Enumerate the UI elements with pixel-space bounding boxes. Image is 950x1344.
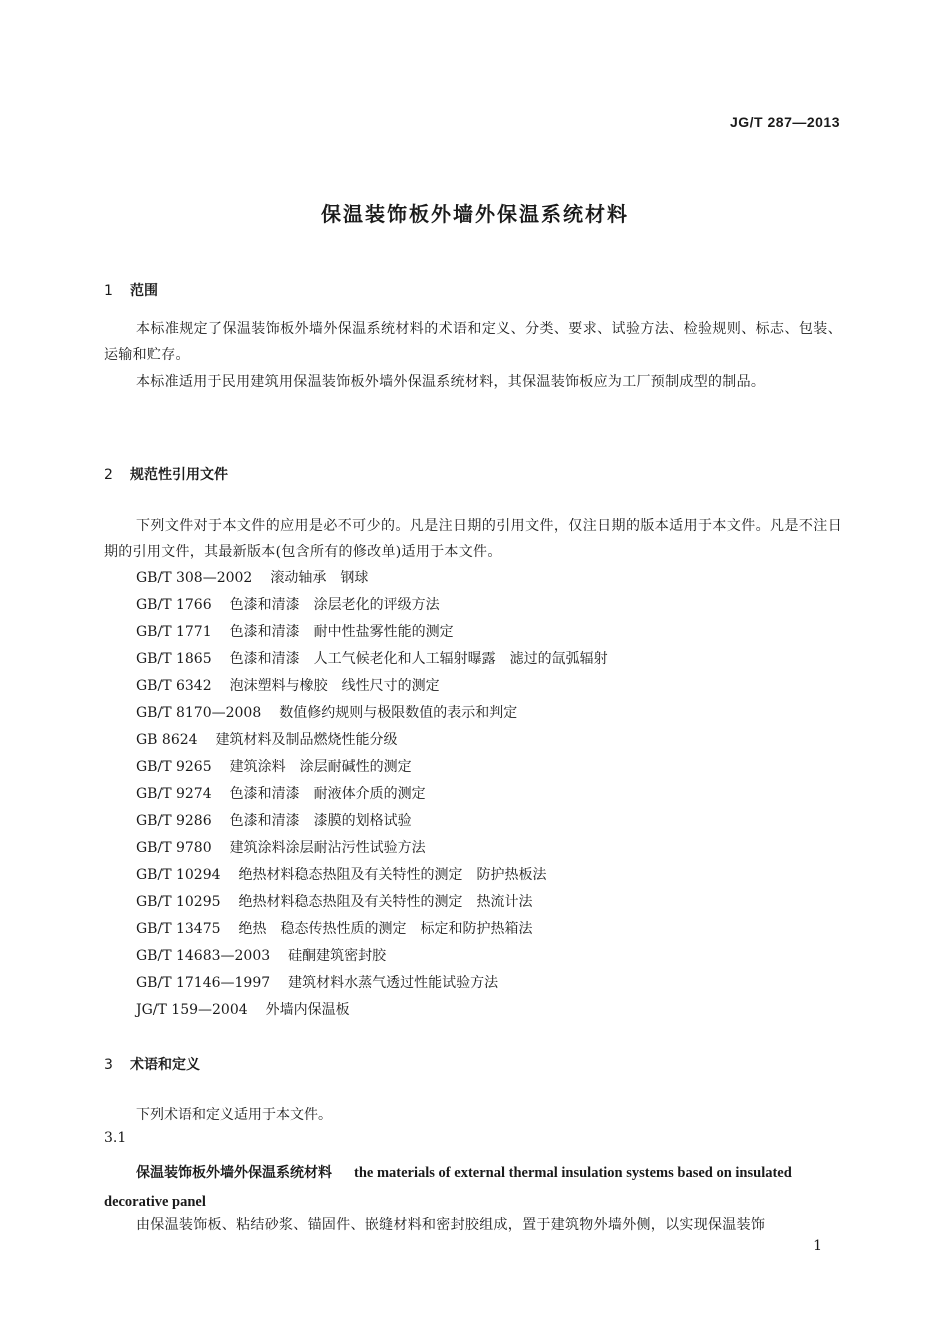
scope-paragraph-2: 本标准适用于民用建筑用保温装饰板外墙外保温系统材料，其保温装饰板应为工厂预制成型的制品。 — [136, 374, 766, 390]
reference-code: GB/T 308—2002 — [136, 570, 253, 586]
refs-intro-paragraph: 下列文件对于本文件的应用是必不可少的。凡是注日期的引用文件，仅注日期的版本适用于本文件。凡是不注日期的引用文件，其最新版本(包含所有的修改单)适用于本文件。 — [104, 518, 842, 560]
reference-item — [136, 835, 608, 862]
reference-title: 色漆和清漆 耐中性盐雾性能的测定 — [229, 624, 454, 640]
reference-code: GB/T 9274 — [136, 786, 212, 802]
reference-item — [136, 673, 608, 700]
definition-text: 由保温装饰板、粘结砂浆、锚固件、嵌缝材料和密封胶组成，置于建筑物外墙外侧，以实现保温装饰 — [136, 1217, 766, 1233]
term-english: the materials of external thermal insulation systems based on insulated decorative panel — [104, 1165, 792, 1210]
reference-item — [136, 727, 608, 754]
reference-title: 建筑涂料涂层耐沾污性试验方法 — [229, 840, 426, 856]
reference-title: 外墙内保温板 — [265, 1002, 350, 1018]
reference-title: 建筑材料及制品燃烧性能分级 — [215, 732, 398, 748]
reference-item — [136, 592, 608, 619]
reference-code: GB/T 10295 — [136, 894, 221, 910]
reference-item — [136, 781, 608, 808]
reference-title: 色漆和清漆 涂层老化的评级方法 — [229, 597, 440, 613]
reference-item — [136, 997, 608, 1024]
reference-item — [136, 862, 608, 889]
reference-title: 数值修约规则与极限数值的表示和判定 — [279, 705, 518, 721]
section-2-heading — [104, 464, 228, 484]
section-title: 术语和定义 — [130, 1057, 200, 1073]
reference-title: 色漆和清漆 漆膜的划格试验 — [229, 813, 412, 829]
reference-item — [136, 889, 608, 916]
section-number: 3 — [104, 1057, 113, 1073]
page-number: 1 — [813, 1238, 822, 1254]
reference-item — [136, 646, 608, 673]
reference-title: 色漆和清漆 人工气候老化和人工辐射曝露 滤过的氙弧辐射 — [229, 651, 608, 667]
reference-title: 滚动轴承 钢球 — [270, 570, 369, 586]
reference-item — [136, 943, 608, 970]
document-title: 保温装饰板外墙外保温系统材料 — [321, 202, 629, 226]
section-number: 1 — [104, 283, 113, 299]
reference-code: GB/T 1771 — [136, 624, 212, 640]
reference-title: 建筑材料水蒸气透过性能试验方法 — [288, 975, 499, 991]
reference-code: GB/T 13475 — [136, 921, 221, 937]
section-title: 范围 — [130, 283, 158, 299]
reference-title: 绝热 稳态传热性质的测定 标定和防护热箱法 — [238, 921, 533, 937]
reference-title: 建筑涂料 涂层耐碱性的测定 — [229, 759, 412, 775]
reference-code: GB/T 14683—2003 — [136, 948, 271, 964]
section-title: 规范性引用文件 — [130, 467, 228, 483]
reference-title: 硅酮建筑密封胶 — [288, 948, 387, 964]
reference-code: GB/T 1766 — [136, 597, 212, 613]
reference-title: 泡沫塑料与橡胶 线性尺寸的测定 — [229, 678, 440, 694]
reference-item — [136, 700, 608, 727]
reference-title: 绝热材料稳态热阻及有关特性的测定 防护热板法 — [238, 867, 547, 883]
term-entry — [104, 1158, 842, 1216]
standard-code: JG/T 287—2013 — [729, 114, 840, 130]
reference-code: GB 8624 — [136, 732, 198, 748]
section-1-heading — [104, 280, 158, 300]
reference-code: GB/T 9780 — [136, 840, 212, 856]
reference-item — [136, 808, 608, 835]
scope-paragraph-1: 本标准规定了保温装饰板外墙外保温系统材料的术语和定义、分类、要求、试验方法、检验规则、标志、包装、运输和贮存。 — [104, 321, 842, 363]
reference-code: GB/T 9286 — [136, 813, 212, 829]
reference-code: GB/T 17146—1997 — [136, 975, 271, 991]
clause-number: 3.1 — [104, 1130, 127, 1146]
terms-intro: 下列术语和定义适用于本文件。 — [136, 1107, 332, 1123]
reference-code: GB/T 1865 — [136, 651, 212, 667]
section-number: 2 — [104, 467, 113, 483]
reference-item — [136, 916, 608, 943]
section-3-heading — [104, 1054, 200, 1074]
reference-item — [136, 619, 608, 646]
reference-code: GB/T 8170—2008 — [136, 705, 262, 721]
reference-code: GB/T 6342 — [136, 678, 212, 694]
reference-title: 色漆和清漆 耐液体介质的测定 — [229, 786, 426, 802]
reference-title: 绝热材料稳态热阻及有关特性的测定 热流计法 — [238, 894, 533, 910]
reference-item — [136, 565, 608, 592]
term-chinese: 保温装饰板外墙外保温系统材料 — [136, 1165, 332, 1181]
reference-item — [136, 970, 608, 997]
reference-code: JG/T 159—2004 — [136, 1002, 248, 1018]
reference-code: GB/T 9265 — [136, 759, 212, 775]
normative-reference-list — [136, 565, 608, 1024]
reference-code: GB/T 10294 — [136, 867, 221, 883]
reference-item — [136, 754, 608, 781]
